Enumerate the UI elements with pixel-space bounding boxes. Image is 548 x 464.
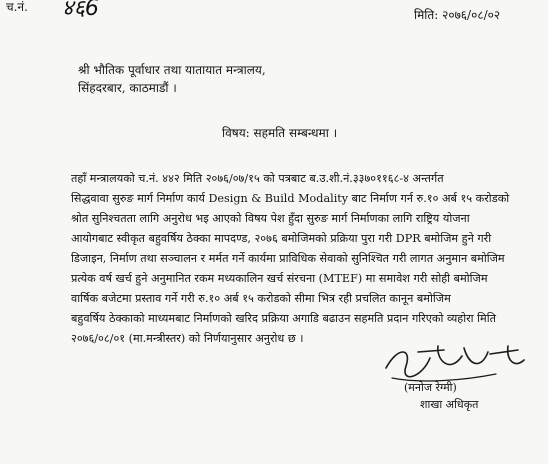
body-line-5: डिजाइन, निर्माण तथा सञ्चालन र मर्मत गर्ने कार्यमा प्राविधिक सेवाको सुनिश्चित गरी लागत अनुमान बमोजिम: [71, 252, 505, 265]
body-line-1: तहाँ मन्त्रालयको च.नं. ४४२ मिति २०७६/०७/१५ को पत्रबाट ब.उ.शी.नं.३३७०११६८-४ अन्तर्गत: [71, 172, 444, 185]
reference-number: ४६6: [62, 0, 99, 21]
body-line-2: सिद्धवावा सुरुङ मार्ग निर्माण कार्य Design & Build Modality बाट निर्माण गर्न रु.१० अर्ब १५ करोडको: [71, 192, 510, 205]
body-line-6: प्रत्येक वर्ष खर्च हुने अनुमानित रकम मध्यकालिन खर्च संरचना (MTEF) मा समावेश गरी सोही बमोजिम: [71, 272, 488, 285]
body-line-4: आयोगबाट स्वीकृत बहुवर्षिय ठेक्का मापदण्ड, २०७६ बमोजिमको प्रक्रिया पुरा गरी DPR बमोजिम हुने गरी: [71, 232, 492, 245]
reference-prefix: च.नं.: [6, 0, 28, 14]
recipient-line-1: श्री भौतिक पूर्वाधार तथा यातायात मन्त्रालय,: [78, 63, 266, 77]
body-line-3: श्रोत सुनिश्चतता लागि अनुरोध भइ आएको विषय पेश हुँदा सुरुङ मार्ग निर्माणका लागि राष्ट्रिय योजना: [71, 212, 470, 225]
body-line-9: २०७६/०८/०१ (मा.मन्त्रीस्तर) को निर्णयानुसार अनुरोध छ ।: [71, 332, 304, 345]
letter-date: मिति: २०७६/०८/०२: [414, 8, 501, 22]
subject-line: विषय: सहमति सम्बन्धमा ।: [222, 126, 338, 140]
body-line-7: वार्षिक बजेटमा प्रस्ताव गर्ने गरी रु.१० अर्ब १५ करोडको सीमा भित्र रही प्रचलित कानून बमोजिम: [71, 292, 451, 305]
signatory-name: (मनोज रेग्मी): [404, 381, 457, 394]
signatory-title: शाखा अधिकृत: [420, 398, 479, 411]
recipient-line-2: सिंहदरबार, काठमाडौं ।: [78, 81, 177, 95]
body-line-8: बहुवर्षिय ठेक्काको माध्यमबाट निर्माणको खरिद प्रक्रिया अगाडि बढाउन सहमति प्रदान गरिएको व्यहोरा मिति: [71, 312, 496, 325]
